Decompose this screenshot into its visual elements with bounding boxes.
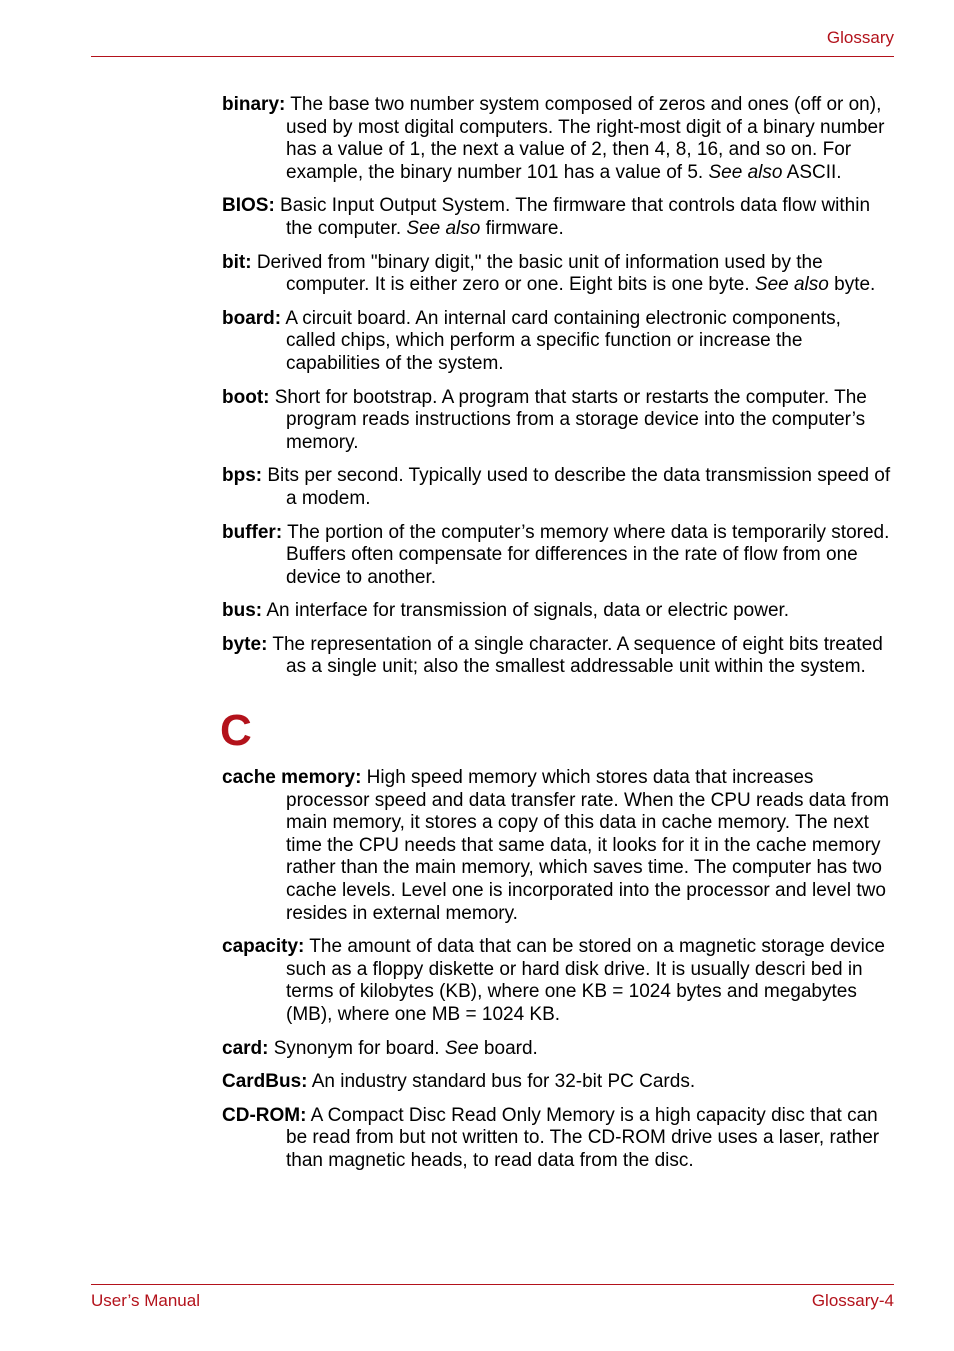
glossary-term: boot: bbox=[222, 386, 270, 408]
glossary-entry bbox=[222, 634, 892, 679]
glossary-section-c bbox=[222, 767, 892, 1173]
glossary-term: buffer: bbox=[222, 521, 283, 543]
footer-manual-title: User’s Manual bbox=[91, 1291, 200, 1310]
glossary-term: bus: bbox=[222, 600, 263, 622]
glossary-entry bbox=[222, 1038, 892, 1061]
glossary-definition: Derived from "binary digit," the basic unit of information used by the computer. It is either zero or one. Eight bits is one byte. bbox=[251, 251, 823, 296]
see-also-label: See also bbox=[708, 161, 783, 183]
glossary-entry bbox=[222, 600, 892, 623]
glossary-definition: Bits per second. Typically used to describe the data transmission speed of a modem. bbox=[262, 465, 891, 509]
glossary-term: capacity: bbox=[222, 936, 305, 958]
glossary-reference: firmware. bbox=[480, 217, 564, 239]
glossary-definition: A Compact Disc Read Only Memory is a high capacity disc that can be read from but not written to. The CD-ROM drive uses a laser, rather than magnetic heads, to read data from the disc. bbox=[286, 1104, 880, 1171]
glossary-definition: High speed memory which stores data that increases processor speed and data transfer rate. When the CPU reads data from main memory, it stores a copy of this data in cache memory. The next time the CPU needs that same data, it looks for it in the cache memory rather than the main memory, which saves time. The computer has two cache levels. Level one is incorporated into the processor and level two resides in external memory. bbox=[286, 767, 890, 924]
glossary-term: bps: bbox=[222, 465, 263, 487]
glossary-reference: ASCII. bbox=[782, 161, 842, 183]
glossary-definition: A circuit board. An internal card containing electronic components, called chips, which perform a specific function or increase the capabilities of the system. bbox=[281, 307, 841, 374]
glossary-term: CardBus: bbox=[222, 1071, 308, 1093]
glossary-definition: Short for bootstrap. A program that starts or restarts the computer. The program reads instructions from a storage device into the computer’s memory. bbox=[269, 386, 867, 453]
glossary-term: BIOS: bbox=[222, 195, 275, 217]
glossary-entry bbox=[222, 1105, 892, 1173]
footer-page-number: Glossary-4 bbox=[811, 1291, 894, 1310]
section-letter-c: C bbox=[220, 706, 252, 756]
glossary-term: bit: bbox=[222, 251, 252, 273]
glossary-definition: An interface for transmission of signals, data or electric power. bbox=[262, 600, 790, 622]
glossary-entry bbox=[222, 308, 892, 376]
glossary-entry bbox=[222, 195, 892, 240]
glossary-entry bbox=[222, 767, 892, 925]
footer-rule bbox=[91, 1284, 894, 1285]
glossary-entry bbox=[222, 1071, 892, 1094]
glossary-term: CD-ROM: bbox=[222, 1104, 307, 1126]
glossary-entry bbox=[222, 522, 892, 590]
glossary-entry bbox=[222, 252, 892, 297]
glossary-term: binary: bbox=[222, 94, 286, 115]
glossary-term: byte: bbox=[222, 633, 268, 655]
glossary-content bbox=[222, 94, 892, 1184]
glossary-definition: The base two number system composed of zeros and ones (off or on), used by most digital computers. The right-most digit of a binary number has a value of 1, the next a value of 2, then 4, 8, 16, and so on. For example, the binary number 101 has a value of 5. bbox=[285, 94, 885, 183]
glossary-entry bbox=[222, 387, 892, 455]
see-also-label: See bbox=[444, 1037, 479, 1059]
glossary-entry bbox=[222, 465, 892, 510]
see-also-label: See also bbox=[406, 217, 481, 239]
glossary-entry bbox=[222, 936, 892, 1026]
glossary-term: board: bbox=[222, 307, 282, 329]
glossary-definition: Synonym for board. bbox=[268, 1037, 445, 1059]
glossary-reference: byte. bbox=[828, 274, 876, 296]
glossary-definition: The amount of data that can be stored on a magnetic storage device such as a floppy diskette or hard disk drive. It is usually descri bed in terms of kilobytes (KB), where one KB = 1024 bytes and megabytes (MB), where one MB = 1024 KB. bbox=[286, 936, 885, 1025]
glossary-definition: An industry standard bus for 32-bit PC Cards. bbox=[307, 1071, 696, 1093]
header-rule bbox=[91, 56, 894, 57]
glossary-definition: The representation of a single character. A sequence of eight bits treated as a single unit; also the smallest addressable unit within the system. bbox=[267, 633, 883, 678]
glossary-definition: Basic Input Output System. The firmware that controls data flow within the computer. bbox=[274, 195, 871, 239]
glossary-definition: The portion of the computer’s memory where data is temporarily stored. Buffers often compensate for differences in the rate of flow from one device to another. bbox=[282, 521, 890, 588]
glossary-section-b bbox=[222, 94, 892, 679]
glossary-reference: board. bbox=[478, 1037, 538, 1059]
glossary-entry bbox=[222, 94, 892, 184]
glossary-term: card: bbox=[222, 1037, 269, 1059]
glossary-term: cache memory: bbox=[222, 767, 362, 789]
page-header-title: Glossary bbox=[826, 28, 894, 47]
see-also-label: See also bbox=[754, 274, 829, 296]
